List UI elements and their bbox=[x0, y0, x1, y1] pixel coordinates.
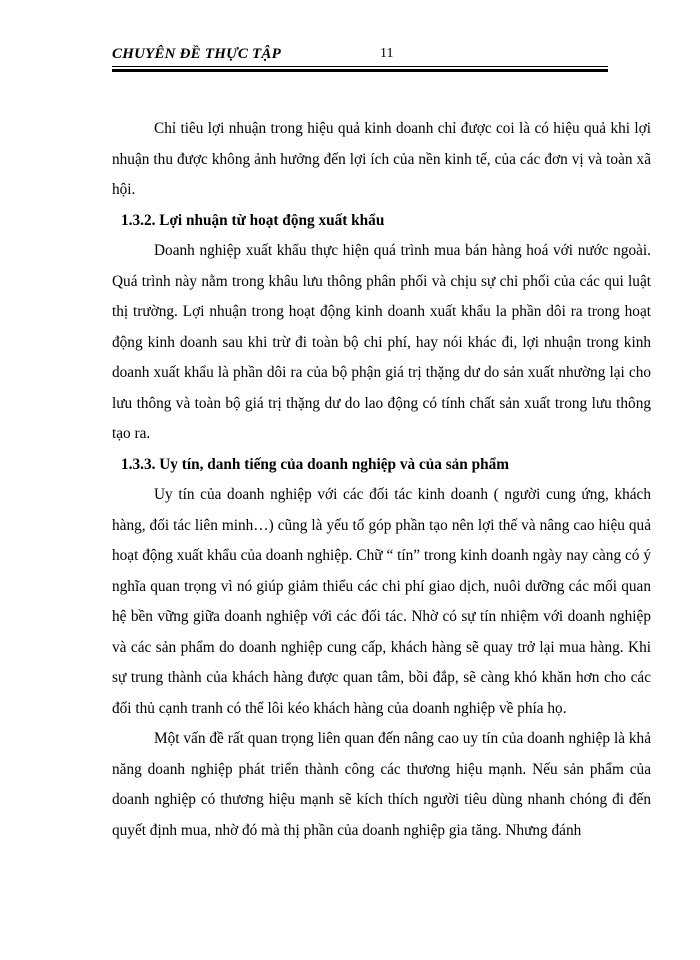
page-header bbox=[112, 42, 608, 76]
document-title: CHUYÊN ĐỀ THỰC TẬP bbox=[112, 46, 281, 62]
page-number: 11 bbox=[380, 46, 394, 61]
document-body bbox=[112, 114, 651, 846]
paragraph: Uy tín của doanh nghiệp với các đối tác kinh doanh ( người cung ứng, khách hàng, đối tác liên minh…) cũng là yếu tố góp phần tạo nên lợi thế và nâng cao hiệu quả hoạt động xuất khẩu của doanh nghiệp. Chữ “ tín” trong kinh doanh ngày nay càng có ý nghĩa quan trọng vì nó giúp giảm thiểu các chi phí giao dịch, nuôi dưỡng các mối quan hệ bền vững giữa doanh nghiệp với các đối tác. Nhờ có sự tín nhiệm với doanh nghiệp và các sản phẩm do doanh nghiệp cung cấp, khách hàng sẽ quay trở lại mua hàng. Khi sự trung thành của khách hàng được quan tâm, bồi đắp, sẽ càng khó khăn hơn cho các đối thủ cạnh tranh có thể lôi kéo khách hàng của doanh nghiệp về phía họ. bbox=[112, 486, 651, 717]
header-rule-thick bbox=[112, 69, 608, 72]
section-heading: 1.3.3. Uy tín, danh tiếng của doanh nghiệp và của sản phẩm bbox=[121, 455, 510, 473]
header-rule-thin bbox=[112, 66, 608, 67]
paragraph: Một vấn đề rất quan trọng liên quan đến nâng cao uy tín của doanh nghiệp là khả năng doanh nghiệp phát triển thành công các thương hiệu mạnh. Nếu sản phẩm của doanh nghiệp có thương hiệu mạnh sẽ kích thích người tiêu dùng nhanh chóng đi đến quyết định mua, nhờ đó mà thị phần của doanh nghiệp gia tăng. Nhưng đánh bbox=[112, 730, 651, 839]
paragraph: Doanh nghiệp xuất khẩu thực hiện quá trình mua bán hàng hoá với nước ngoài. Quá trình này nằm trong khâu lưu thông phân phối và chịu sự chi phối của các qui luật thị trường. Lợi nhuận trong hoạt động kinh doanh xuất khẩu la phần dôi ra trong hoạt động kinh doanh sau khi trừ đi toàn bộ chi phí, hay nói khác đi, lợi nhuận trong kinh doanh xuất khẩu là phần dôi ra của bộ phận giá trị thặng dư do sản xuất nhường lại cho lưu thông và toàn bộ giá trị thặng dư do lao động có tính chất sản xuất trong lưu thông tạo ra. bbox=[112, 242, 651, 442]
paragraph: Chỉ tiêu lợi nhuận trong hiệu quả kinh doanh chỉ được coi là có hiệu quả khi lợi nhuận thu được không ảnh hưởng đến lợi ích của nền kinh tế, của các đơn vị và toàn xã hội. bbox=[112, 120, 651, 198]
section-heading: 1.3.2. Lợi nhuận từ hoạt động xuất khẩu bbox=[121, 211, 385, 229]
